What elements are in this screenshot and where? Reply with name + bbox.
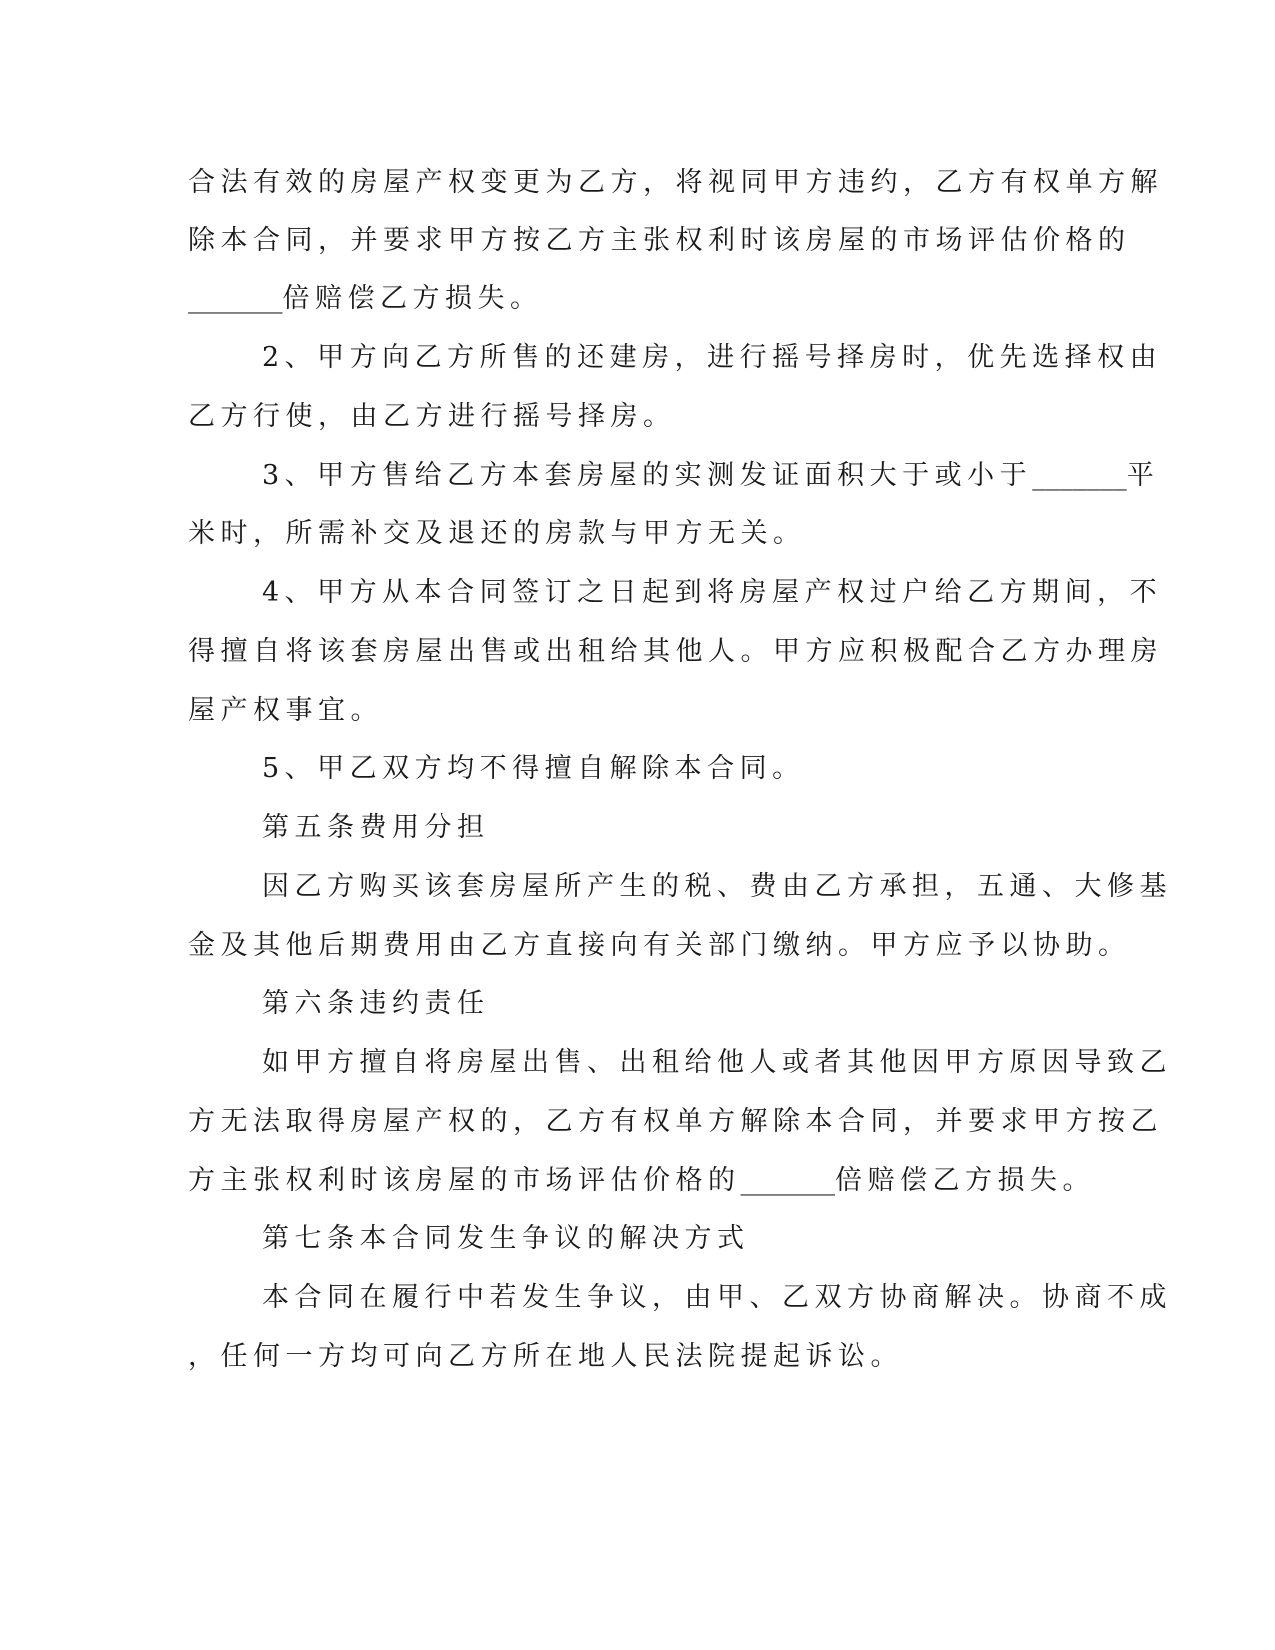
text-line: [188, 1161, 1095, 1201]
fill-in-blank: _______: [188, 283, 283, 314]
text-segment: 2、甲方向乙方所售的还建房，进行摇号择房时，优先选择权由: [262, 342, 1163, 373]
text-line: [188, 514, 806, 554]
text-line: [188, 397, 676, 437]
text-segment: 3、甲方售给乙方本套房屋的实测发证面积大于或小于: [262, 460, 1033, 491]
text-segment: 5、甲乙双方均不得擅自解除本合同。: [262, 753, 805, 784]
text-line: [262, 867, 1172, 907]
section-heading: [262, 984, 490, 1024]
text-segment: 第五条费用分担: [262, 812, 490, 843]
text-segment: 除本合同，并要求甲方按乙方主张权利时该房屋的市场评估价格的: [188, 225, 1131, 256]
text-line: [188, 221, 1131, 261]
text-segment: 得擅自将该套房屋出售或出租给其他人。甲方应积极配合乙方办理房: [188, 636, 1163, 667]
text-segment: 4、甲方从本合同签订之日起到将房屋产权过户给乙方期间，不: [262, 577, 1163, 608]
text-line: [262, 456, 1159, 496]
text-segment: 方无法取得房屋产权的，乙方有权单方解除本合同，并要求甲方按乙: [188, 1106, 1163, 1137]
section-heading: [262, 808, 490, 848]
text-segment: ，任何一方均可向乙方所在地人民法院提起诉讼。: [188, 1341, 903, 1372]
fill-in-blank: _______: [1032, 460, 1127, 491]
text-line: [262, 1043, 1172, 1083]
text-segment: 倍赔偿乙方损失。: [835, 1165, 1095, 1196]
fill-in-blank: _______: [740, 1165, 835, 1196]
text-segment: 屋产权事宜。: [188, 695, 383, 726]
text-segment: 第七条本合同发生争议的解决方式: [262, 1223, 750, 1254]
text-line: [188, 1102, 1163, 1142]
text-segment: 合法有效的房屋产权变更为乙方，将视同甲方违约，乙方有权单方解: [188, 167, 1163, 198]
text-segment: 因乙方购买该套房屋所产生的税、费由乙方承担，五通、大修基: [262, 871, 1172, 902]
text-segment: 金及其他后期费用由乙方直接向有关部门缴纳。甲方应予以协助。: [188, 930, 1131, 961]
text-segment: 方主张权利时该房屋的市场评估价格的: [188, 1165, 741, 1196]
text-segment: 第六条违约责任: [262, 988, 490, 1019]
text-line: [262, 573, 1162, 613]
text-segment: 米时，所需补交及退还的房款与甲方无关。: [188, 518, 806, 549]
text-line: [188, 632, 1163, 672]
text-line: [188, 163, 1163, 203]
text-line: [188, 691, 383, 731]
text-segment: 平: [1126, 460, 1160, 491]
text-segment: 倍赔偿乙方损失。: [282, 283, 543, 314]
text-segment: 本合同在履行中若发生争议，由甲、乙双方协商解决。协商不成: [262, 1282, 1172, 1313]
text-line: [262, 338, 1162, 378]
text-line: [262, 749, 805, 789]
text-line: [188, 926, 1131, 966]
text-line: [188, 1337, 903, 1377]
text-segment: 乙方行使，由乙方进行摇号择房。: [188, 401, 676, 432]
text-line: [188, 279, 543, 319]
text-line: [262, 1278, 1172, 1318]
section-heading: [262, 1219, 750, 1259]
text-segment: 如甲方擅自将房屋出售、出租给他人或者其他因甲方原因导致乙: [262, 1047, 1172, 1078]
